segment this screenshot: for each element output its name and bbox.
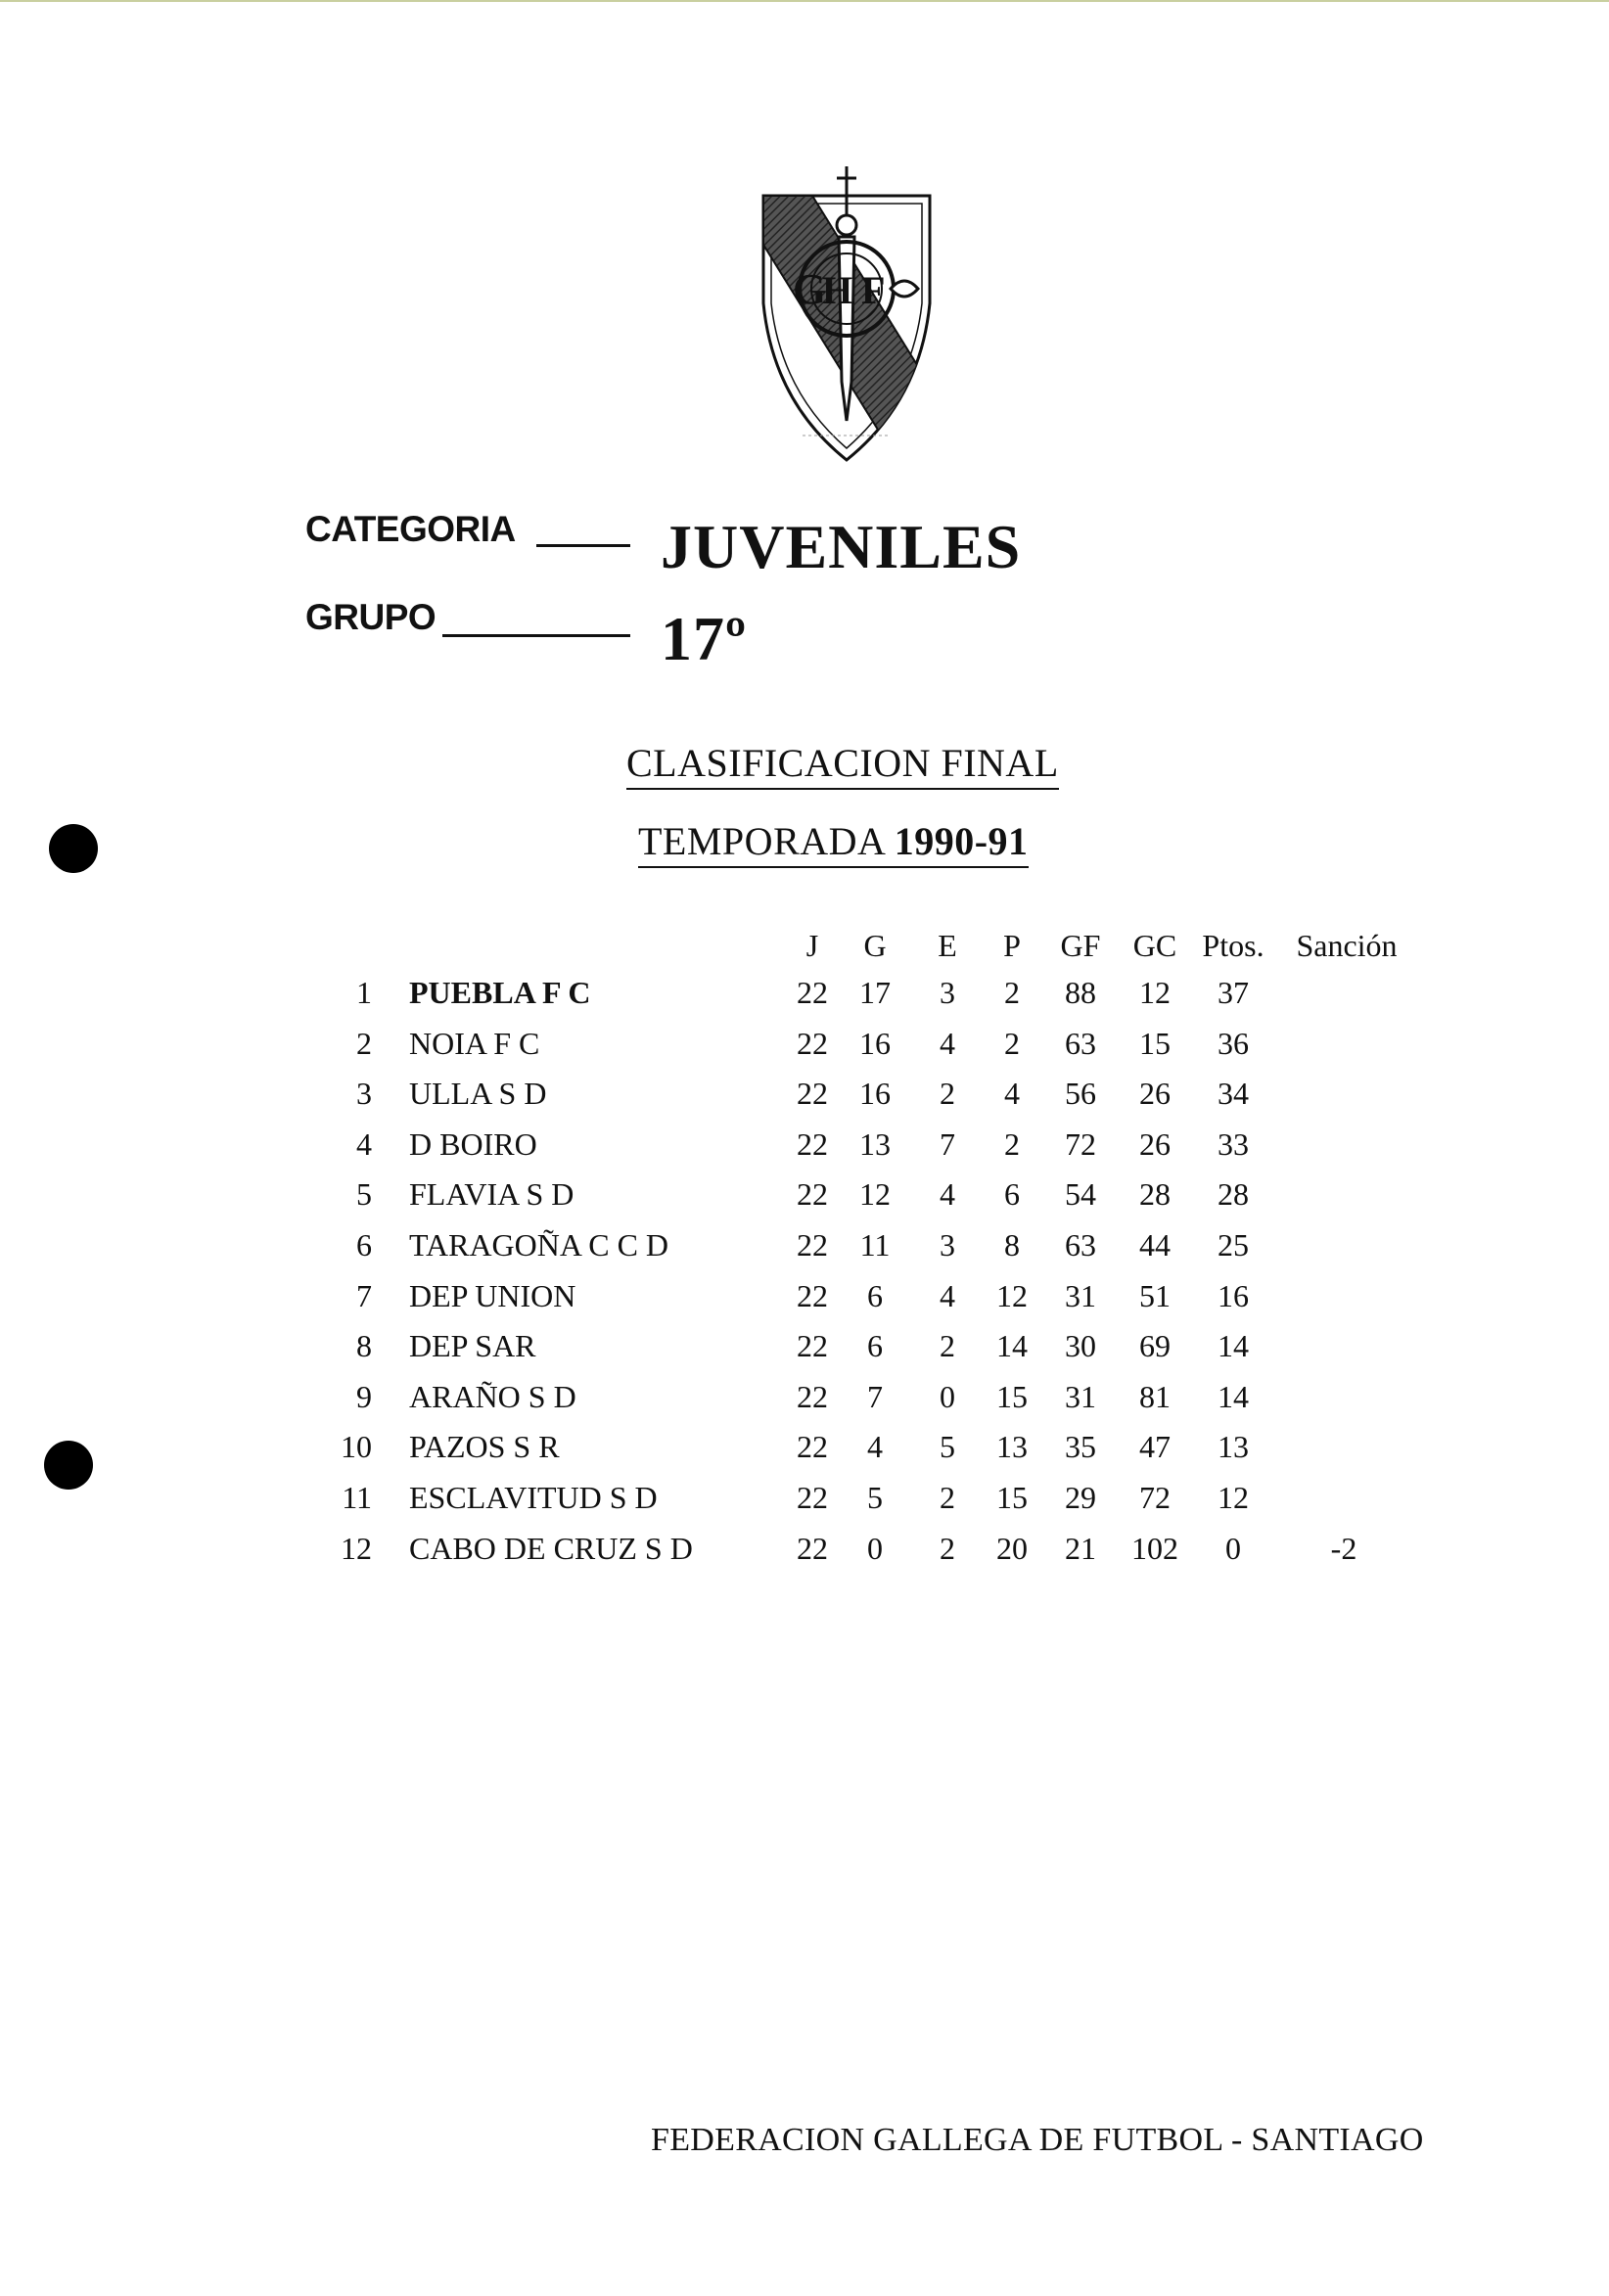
row-cell-p: 8 [1004,1227,1020,1263]
row-position: 3 [356,1076,372,1112]
row-cell-j: 22 [797,1076,828,1112]
svg-text:G: G [793,265,827,313]
row-cell-e: 4 [940,1025,955,1061]
row-team-name: D BOIRO [409,1125,537,1162]
row-cell-e: 4 [940,1176,955,1213]
row-cell-p: 20 [996,1530,1028,1566]
column-header: G [863,928,887,963]
row-cell-gc: 47 [1139,1429,1171,1465]
row-cell-p: 2 [1004,1125,1020,1162]
row-cell-g: 7 [867,1378,883,1414]
row-cell-e: 2 [940,1480,955,1515]
row-cell-pts: 34 [1218,1076,1249,1112]
categoria-value: JUVENILES [661,512,1022,581]
row-cell-gf: 88 [1065,975,1096,1010]
row-cell-g: 16 [859,1076,891,1112]
row-cell-g: 4 [867,1429,883,1465]
row-cell-gc: 69 [1139,1328,1171,1364]
row-cell-e: 2 [940,1328,955,1364]
punch-hole-top [49,824,98,873]
row-cell-gc: 12 [1139,975,1171,1010]
clasificacion-title [626,740,1059,786]
row-cell-pts: 28 [1218,1176,1249,1213]
row-cell-pts: 25 [1218,1227,1249,1263]
row-cell-gf: 54 [1065,1176,1096,1213]
row-position: 8 [356,1328,372,1364]
row-cell-pts: 36 [1218,1025,1249,1061]
row-cell-g: 17 [859,975,891,1010]
column-header: P [1003,928,1021,963]
row-cell-g: 6 [867,1328,883,1364]
row-cell-gc: 26 [1139,1076,1171,1112]
row-cell-gc: 81 [1139,1378,1171,1414]
row-cell-g: 5 [867,1480,883,1515]
row-position: 6 [356,1227,372,1263]
punch-hole-bottom [44,1441,93,1490]
row-cell-j: 22 [797,1530,828,1566]
row-cell-j: 22 [797,1328,828,1364]
row-team-name: FLAVIA S D [409,1176,575,1213]
row-cell-gc: 15 [1139,1025,1171,1061]
row-cell-gf: 72 [1065,1125,1096,1162]
row-cell-gc: 26 [1139,1125,1171,1162]
row-team-name: ESCLAVITUD S D [409,1480,658,1515]
row-team-name: PAZOS S R [409,1429,560,1465]
row-cell-pts: 33 [1218,1125,1249,1162]
row-cell-g: 6 [867,1277,883,1313]
row-position: 12 [341,1530,372,1566]
row-team-name: DEP SAR [409,1328,536,1364]
row-cell-p: 4 [1004,1076,1020,1112]
row-position: 1 [356,975,372,1010]
row-cell-p: 15 [996,1378,1028,1414]
federation-crest-logo [744,157,949,470]
column-header: GC [1132,928,1177,963]
row-cell-e: 2 [940,1076,955,1112]
row-cell-j: 22 [797,1378,828,1414]
grupo-label: GRUPO [305,597,437,637]
row-cell-gc: 102 [1131,1530,1178,1566]
row-cell-pts: 16 [1218,1277,1249,1313]
row-cell-j: 22 [797,1125,828,1162]
row-team-name: CABO DE CRUZ S D [409,1530,693,1566]
row-cell-gf: 31 [1065,1378,1096,1414]
row-cell-pts: 13 [1218,1429,1249,1465]
row-team-name: ARAÑO S D [409,1378,576,1414]
row-cell-gc: 28 [1139,1176,1171,1213]
row-cell-gc: 72 [1139,1480,1171,1515]
top-edge-line [0,0,1609,2]
row-cell-e: 2 [940,1530,955,1566]
row-cell-g: 13 [859,1125,891,1162]
row-cell-gf: 21 [1065,1530,1096,1566]
clasificacion-underline [626,788,1059,790]
row-cell-e: 3 [940,1227,955,1263]
row-cell-pts: 0 [1225,1530,1241,1566]
row-team-name: TARAGOÑA C C D [409,1227,669,1263]
row-cell-p: 6 [1004,1176,1020,1213]
row-cell-p: 2 [1004,1025,1020,1061]
row-cell-gc: 51 [1139,1277,1171,1313]
row-cell-j: 22 [797,1176,828,1213]
temporada-year: 1990-91 [894,819,1029,863]
row-cell-gf: 63 [1065,1227,1096,1263]
row-cell-p: 13 [996,1429,1028,1465]
categoria-label: CATEGORIA [305,509,516,549]
row-team-name: NOIA F C [409,1025,540,1061]
row-cell-gf: 29 [1065,1480,1096,1515]
row-cell-e: 7 [940,1125,955,1162]
grupo-value: 17º [661,604,748,673]
row-team-name: ULLA S D [409,1076,547,1112]
column-header: Sanción [1296,928,1398,963]
row-cell-gf: 56 [1065,1076,1096,1112]
row-team-name: DEP UNION [409,1277,576,1313]
row-cell-pts: 14 [1218,1378,1249,1414]
row-position: 11 [342,1480,372,1515]
row-cell-e: 0 [940,1378,955,1414]
row-cell-j: 22 [797,1227,828,1263]
row-cell-gf: 30 [1065,1328,1096,1364]
row-position: 9 [356,1378,372,1414]
temporada-underline [638,866,1029,868]
row-cell-g: 16 [859,1025,891,1061]
row-cell-gf: 31 [1065,1277,1096,1313]
row-cell-gf: 63 [1065,1025,1096,1061]
row-position: 10 [341,1429,372,1465]
row-cell-e: 5 [940,1429,955,1465]
column-header: GF [1060,928,1101,963]
column-header: Ptos. [1202,928,1264,963]
column-header: J [805,928,819,963]
row-cell-g: 12 [859,1176,891,1213]
row-cell-gc: 44 [1139,1227,1171,1263]
row-cell-j: 22 [797,975,828,1010]
row-cell-p: 15 [996,1480,1028,1515]
row-cell-e: 3 [940,975,955,1010]
row-cell-g: 0 [867,1530,883,1566]
column-header: E [938,928,957,963]
row-cell-pts: 12 [1218,1480,1249,1515]
categoria-underline [536,544,630,547]
row-position: 2 [356,1025,372,1061]
row-position: 7 [356,1277,372,1313]
temporada-title [638,818,1029,864]
row-cell-j: 22 [797,1277,828,1313]
row-cell-e: 4 [940,1277,955,1313]
row-cell-sancion: -2 [1330,1530,1357,1566]
row-cell-j: 22 [797,1429,828,1465]
footer-federation: FEDERACION GALLEGA DE FUTBOL - SANTIAGO [651,2122,1424,2158]
clasificacion-title-text: CLASIFICACION FINAL [626,741,1059,785]
row-cell-g: 11 [859,1227,891,1263]
grupo-underline [442,634,630,637]
row-cell-j: 22 [797,1480,828,1515]
row-position: 4 [356,1125,372,1162]
row-cell-p: 12 [996,1277,1028,1313]
row-cell-pts: 14 [1218,1328,1249,1364]
row-cell-pts: 37 [1218,975,1249,1010]
row-cell-j: 22 [797,1025,828,1061]
svg-text:H: H [822,268,853,312]
row-cell-p: 2 [1004,975,1020,1010]
row-position: 5 [356,1176,372,1213]
svg-text:F: F [861,268,886,312]
temporada-label: TEMPORADA [638,819,885,863]
row-cell-gf: 35 [1065,1429,1096,1465]
row-team-name: PUEBLA F C [409,975,591,1010]
row-cell-p: 14 [996,1328,1028,1364]
